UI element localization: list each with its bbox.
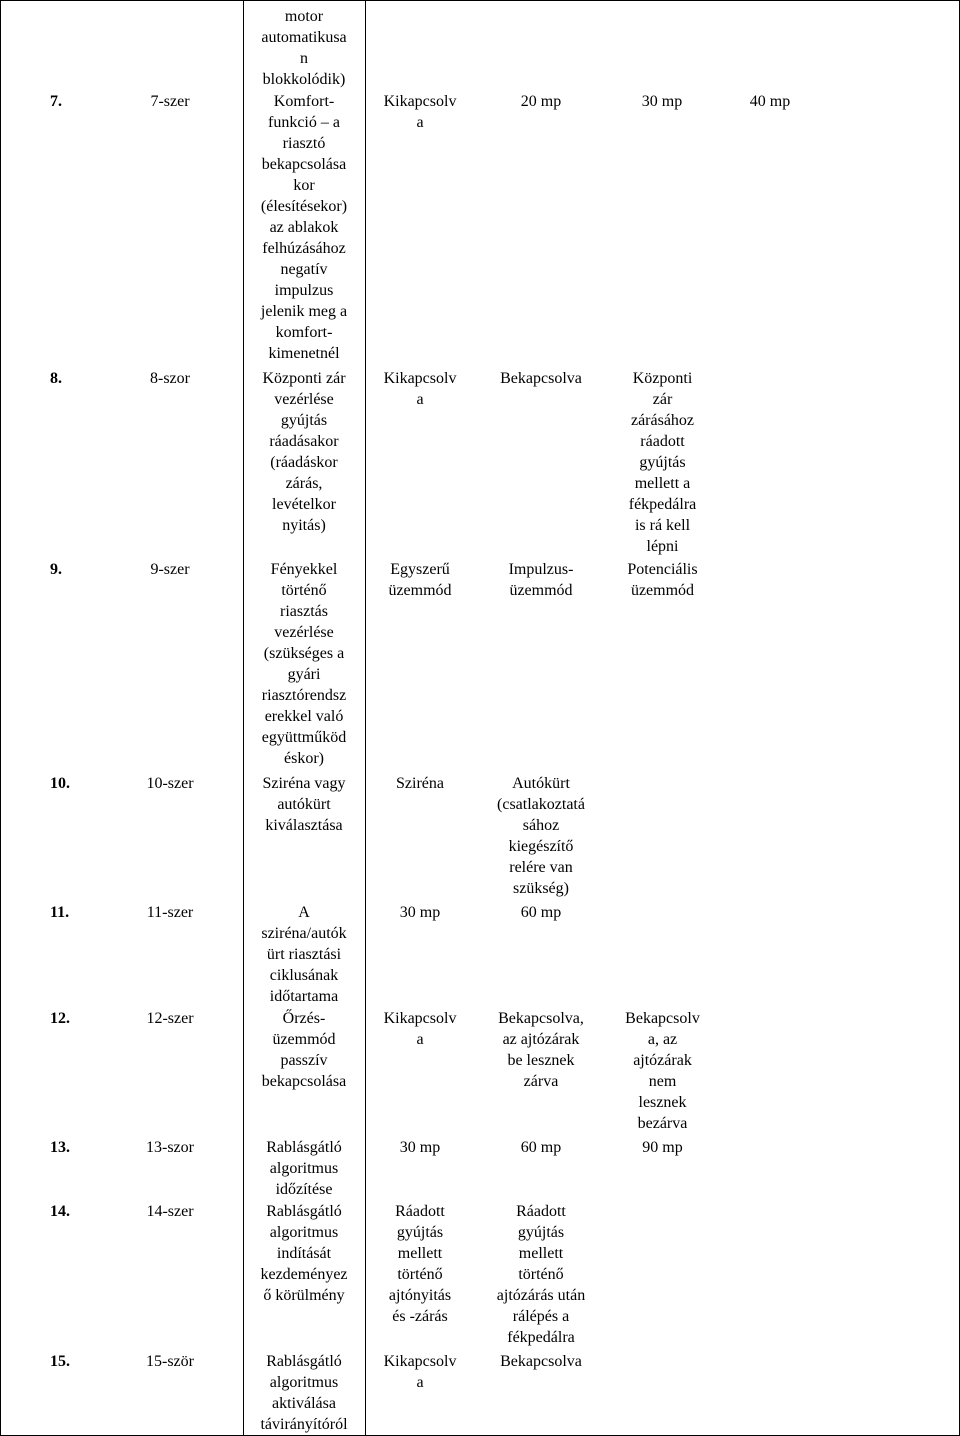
- row-8-code: 8-szor: [150, 370, 190, 387]
- row-13-option-3: 90 mp: [642, 1139, 683, 1156]
- row-13-description: Rablásgátló algoritmus időzítése: [266, 1139, 342, 1198]
- intro-description: motor automatikusa n blokkolódik): [261, 8, 347, 88]
- row-13-option-1: 30 mp: [399, 1139, 441, 1156]
- row-10-number: 10.: [50, 775, 70, 792]
- row-12-description: Őrzés- üzemmód passzív bekapcsolása: [261, 1010, 347, 1090]
- row-15-description: Rablásgátló algoritmus aktiválása távirányítóról: [260, 1353, 348, 1433]
- row-9-code: 9-szer: [150, 561, 190, 578]
- row-10-code: 10-szer: [146, 775, 194, 792]
- row-8-option-3: Központi zár zárásához ráadott gyújtás mellett a fékpedálra is rá kell lépni: [628, 370, 697, 555]
- row-11-code: 11-szer: [146, 904, 194, 921]
- row-13-option-2: 60 mp: [520, 1139, 562, 1156]
- row-14-description: Rablásgátló algoritmus indítását kezdeményez ő körülmény: [260, 1203, 348, 1304]
- row-7-number: 7.: [50, 93, 62, 110]
- row-7-code: 7-szer: [150, 93, 190, 110]
- row-11-option-1: 30 mp: [399, 904, 441, 921]
- row-7-option-2: 20 mp: [520, 93, 562, 110]
- row-11-option-2: 60 mp: [520, 904, 562, 921]
- row-8-option-1: Kikapcsolv a: [383, 370, 457, 408]
- row-9-description: Fényekkel történő riasztás vezérlése (szükséges a gyári riasztórendsz erekkel való együttműköd éskor): [261, 561, 347, 767]
- row-12-number: 12.: [50, 1010, 70, 1027]
- row-14-number: 14.: [50, 1203, 70, 1220]
- table-border-top: [1, 0, 959, 1]
- column-divider: [243, 0, 244, 1436]
- row-14-option-1: Ráadott gyújtás mellett történő ajtónyitás és -zárás: [388, 1203, 452, 1325]
- row-15-code: 15-ször: [146, 1353, 194, 1370]
- row-15-number: 15.: [50, 1353, 70, 1370]
- row-7-option-1: Kikapcsolv a: [383, 93, 457, 131]
- row-9-option-3: Potenciális üzemmód: [627, 561, 698, 599]
- row-8-description: Központi zár vezérlése gyújtás ráadásakor (ráadáskor zárás, levételkor nyitás): [262, 370, 346, 534]
- row-7-option-4: 40 mp: [749, 93, 791, 110]
- row-14-code: 14-szer: [146, 1203, 194, 1220]
- row-7-description: Komfort- funkció – a riasztó bekapcsolása kor (élesítésekor) az ablakok felhúzásához negatív impulzus jelenik meg a komfort- kimenetnél: [260, 93, 348, 362]
- row-9-option-1: Egyszerű üzemmód: [388, 561, 452, 599]
- row-15-option-1: Kikapcsolv a: [383, 1353, 457, 1391]
- table-border-left: [0, 0, 1, 1436]
- row-11-number: 11.: [50, 904, 70, 921]
- row-8-number: 8.: [50, 370, 62, 387]
- row-12-option-1: Kikapcsolv a: [383, 1010, 457, 1048]
- row-7-option-3: 30 mp: [641, 93, 683, 110]
- row-11-description: A sziréna/autók ürt riasztási ciklusának időtartama: [261, 904, 347, 1005]
- row-9-option-2: Impulzus- üzemmód: [508, 561, 574, 599]
- row-10-description: Sziréna vagy autókürt kiválasztása: [262, 775, 346, 834]
- row-12-code: 12-szer: [146, 1010, 194, 1027]
- row-8-option-2: Bekapcsolva: [500, 370, 582, 387]
- row-9-number: 9.: [50, 561, 62, 578]
- row-10-option-2: Autókürt (csatlakoztatá sához kiegészítő relére van szükség): [497, 775, 585, 897]
- row-13-number: 13.: [50, 1139, 70, 1156]
- row-13-code: 13-szor: [146, 1139, 194, 1156]
- row-14-option-2: Ráadott gyújtás mellett történő ajtózárás után rálépés a fékpedálra: [496, 1203, 586, 1346]
- column-divider: [365, 0, 366, 1436]
- row-10-option-1: Sziréna: [396, 775, 444, 792]
- row-12-option-2: Bekapcsolva, az ajtózárak be lesznek zárva: [498, 1010, 584, 1090]
- row-15-option-2: Bekapcsolva: [500, 1353, 582, 1370]
- row-12-option-3: Bekapcsolv a, az ajtózárak nem lesznek bezárva: [625, 1010, 700, 1132]
